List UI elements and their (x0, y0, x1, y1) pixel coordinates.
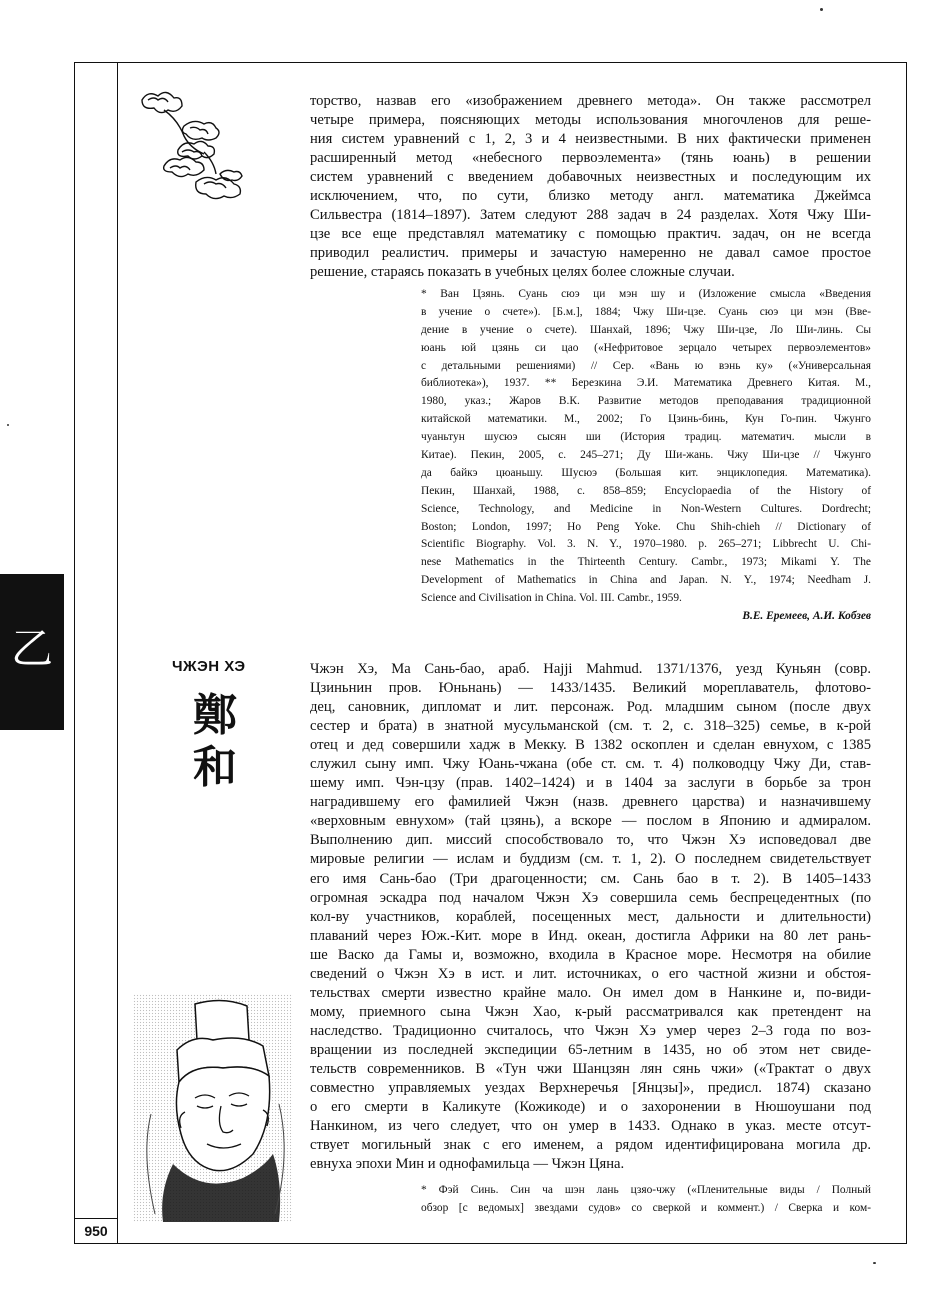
entry-hanzi (180, 690, 250, 794)
text-line: его имя Сань-бао (Три драгоценности; см. Сань бао в т. 2). В 1405–1433 (310, 870, 871, 887)
text-line: торство, назвав его «изображением древнего метода». Он также рассмотрел (310, 93, 871, 109)
text-line: ше Васко да Гамы и, возможно, входила в Красное море. Несмотря на обилие (310, 946, 871, 963)
bibliography-block (421, 1182, 871, 1218)
bib-line: чуаньтун шусюэ сысян ши (История традиц. математич. мысли в (421, 431, 871, 444)
text-line: Выполнению дип. миссий способствовало то, что Чжэн Хэ исповедовал две (310, 832, 871, 849)
bib-line: китайской математики. М., 2002; Го Цзинь-бинь, Кун Го-пин. Чжунго (421, 413, 871, 426)
text-line: цзе все еще представлял математику с помощью практич. задач, он не всегда (310, 226, 871, 243)
text-line: о его смерти в Каликуте (Кожикоде) и о захоронении в Нюшоушани под (310, 1099, 871, 1116)
text-line: совместно управляемых уездах Верхнеречья [Янцзы]», предисл. 1874) сказано (310, 1080, 871, 1097)
portrait-illustration (133, 994, 293, 1222)
section-thumb-tab (0, 574, 64, 730)
text-line: вращении из последней экспедиции 65-летним в 1435, но об этом нет свиде- (310, 1041, 871, 1058)
bib-line: Scientific Biography. Vol. 3. N. Y., 1970–1980. p. 265–271; Libbrecht U. Chi- (421, 538, 871, 551)
text-line: мому, приемного сына Чжэн Хао, к-рый рассматривался как претендент на (310, 1003, 871, 1020)
text-line: наследство. Традиционно считалось, что Чжэн Хэ умер через 2–3 года по воз- (310, 1022, 871, 1039)
bib-line: дение в учение о счете). Шанхай, 1896; Чжу Ши-цзе, Ло Ши-линь. Сы (421, 323, 871, 336)
bib-line: Китае). Пекин, 2005, с. 245–271; Ду Ши-жань. Чжу Ши-цзе // Чжунго (421, 449, 871, 462)
continuation-paragraph (310, 92, 871, 282)
bib-line: с детальными решениями) // Сер. «Вань ю вэнь ку» («Универсальная (421, 359, 871, 372)
text-line: сведений о Чжэн Хэ в ист. и лит. источниках, о его частной жизни и обстоя- (310, 965, 871, 982)
text-line: решение, стараясь показать в учебных целях более сложные случаи. (310, 264, 735, 281)
bib-line: Boston; London, 1997; Ho Peng Yoke. Chu Shih-chieh // Dictionary of (421, 520, 871, 533)
text-line: приводил реалистич. примеры и зачастую намеренно не давал самое простое (310, 245, 871, 262)
text-line: шему имп. Чэн-цзу (прав. 1402–1424) и в 1404 за заслуги в борьбе за трон (310, 775, 871, 792)
text-line: расширенный метод «небесного первоэлемента» (тянь юань) в решении (310, 150, 871, 167)
text-line: Чжэн Хэ, Ма Сань-бао, араб. Hajji Mahmud. 1371/1376, уезд Куньян (совр. (310, 661, 871, 677)
bibliography-block (421, 286, 871, 608)
page-number: 950 (74, 1218, 118, 1244)
cloud-ornament-icon (134, 86, 258, 204)
text-line: систем уравнений с введением добавочных неизвестных и последующим их (310, 169, 871, 186)
article-authors: В.Е. Еремеев, А.И. Кобзев (742, 610, 871, 622)
bib-line: Science and Civilisation in China. Vol. III. Cambr., 1959. (421, 592, 682, 605)
text-line: «верховным евнухом» (тай цзянь), а вскоре — послом в Японию и адмиралом. (310, 813, 871, 830)
text-line: евнуха эпохи Мин и однофамильца — Чжэн Цяна. (310, 1156, 625, 1173)
text-line: тельствах смерти известно крайне мало. Он имел дом в Нанкине и, по-види- (310, 984, 871, 1001)
text-line: служил сыну имп. Чжу Юань-чжана (обе ст. см. т. 4) полководцу Чжу Ди, став- (310, 756, 871, 773)
bib-line: * Фэй Синь. Син ча шэн лань цзяо-чжу («Пленительные виды / Полный (421, 1184, 871, 1196)
text-line: наградившему его фамилией Чжэн (назв. древнего царства) и назначившему (310, 794, 871, 811)
bib-line: юань юй цзянь си цао («Нефритовое зерцало четырех первоэлементов» (421, 341, 871, 354)
scan-speck (820, 8, 823, 11)
text-line: дец, сановник, дипломат и лит. персонаж. Род. младшим сыном (после двух (310, 699, 871, 716)
text-line: плаваний через Юж.-Кит. море в Инд. океан, достигла Африки на 80 лет рань- (310, 927, 871, 944)
entry-body (310, 660, 871, 1174)
bib-line: Development of Mathematics in China and Japan. N. Y., 1974; Needham J. (421, 574, 871, 587)
bib-line: Science, Technology, and Medicine in Non-Western Cultures. Dordrecht; (421, 502, 871, 515)
section-glyph: 乙 (10, 624, 53, 673)
text-line: тельств современников. В «Тун чжи Шанцзян лян сянь чжи» («Трактат о двух (310, 1060, 871, 1077)
bib-line: Пекин, Шанхай, 1988, с. 858–859; Encyclopaedia of the History of (421, 484, 871, 497)
text-line: огромная эскадра под началом Чжэн Хэ совершила семь беспрецедентных (по (310, 889, 871, 906)
text-line: исключением, что, по сути, близко методу англ. математика Джеймса (310, 188, 871, 205)
text-line: кол-ву участников, кораблей, посещенных мест, дальности и длительности) (310, 908, 871, 925)
hanzi-char: 鄭 (193, 690, 237, 741)
text-line: ния систем уравнений с 1, 2, 3 и 4 неизвестными. В них фактически применен (310, 131, 871, 148)
bib-line: да байкэ цюаньшу. Шусюэ (Большая кит. энциклопедия. Математика). (421, 466, 871, 479)
scan-speck (7, 424, 9, 426)
bib-line: библиотека»), 1937. ** Березкина Э.И. Математика Древнего Китая. М., (421, 377, 871, 390)
bib-line: обзор [с ведомых] звездами судов» со сверкой и коммент.) / Сверка и ком- (421, 1201, 871, 1214)
text-line: ствует могильный знак с его именем, а рядом идентифицирована могила др. (310, 1137, 871, 1154)
text-line: Цзиньнин пров. Юньнань) — 1433/1435. Великий мореплаватель, флотово- (310, 680, 871, 697)
scan-speck (873, 1262, 876, 1264)
bib-line: в учение о счете»). [Б.м.], 1884; Чжу Ши-цзе. Суань сюэ ци мэн (Вве- (421, 305, 871, 318)
text-line: мировые религии — ислам и буддизм (см. т. 1, 2). О последнем свидетельствует (310, 851, 871, 868)
entry-heading: ЧЖЭН ХЭ (172, 658, 246, 675)
bib-line: nese Mathematics in the Thirteenth Century. Cambr., 1973; Mikami Y. The (421, 556, 871, 569)
hanzi-char: 和 (193, 742, 237, 793)
margin-rule (117, 63, 118, 1243)
text-line: отец и дед совершили хадж в Мекку. В 1382 оскоплен и сделан евнухом, с 1385 (310, 737, 871, 754)
text-line: сестер и брата) в знатной мусульманской (см. т. 2, с. 318–325) семье, в к-рой (310, 718, 871, 735)
bib-line: * Ван Цзянь. Суань сюэ ци мэн шу и (Изложение смысла «Введения (421, 288, 871, 300)
text-line: Сильвестра (1814–1897). Затем следуют 288 задач в 24 разделах. Хотя Чжу Ши- (310, 207, 871, 224)
text-line: четыре примера, поясняющих методы использования многочленов для реше- (310, 112, 871, 129)
text-line: Нанкином, из чего следует, что он умер в 1433. Однако в указ. месте отсут- (310, 1118, 871, 1135)
bib-line: 1980, указ.; Жаров В.К. Развитие методов преподавания традиционной (421, 395, 871, 408)
